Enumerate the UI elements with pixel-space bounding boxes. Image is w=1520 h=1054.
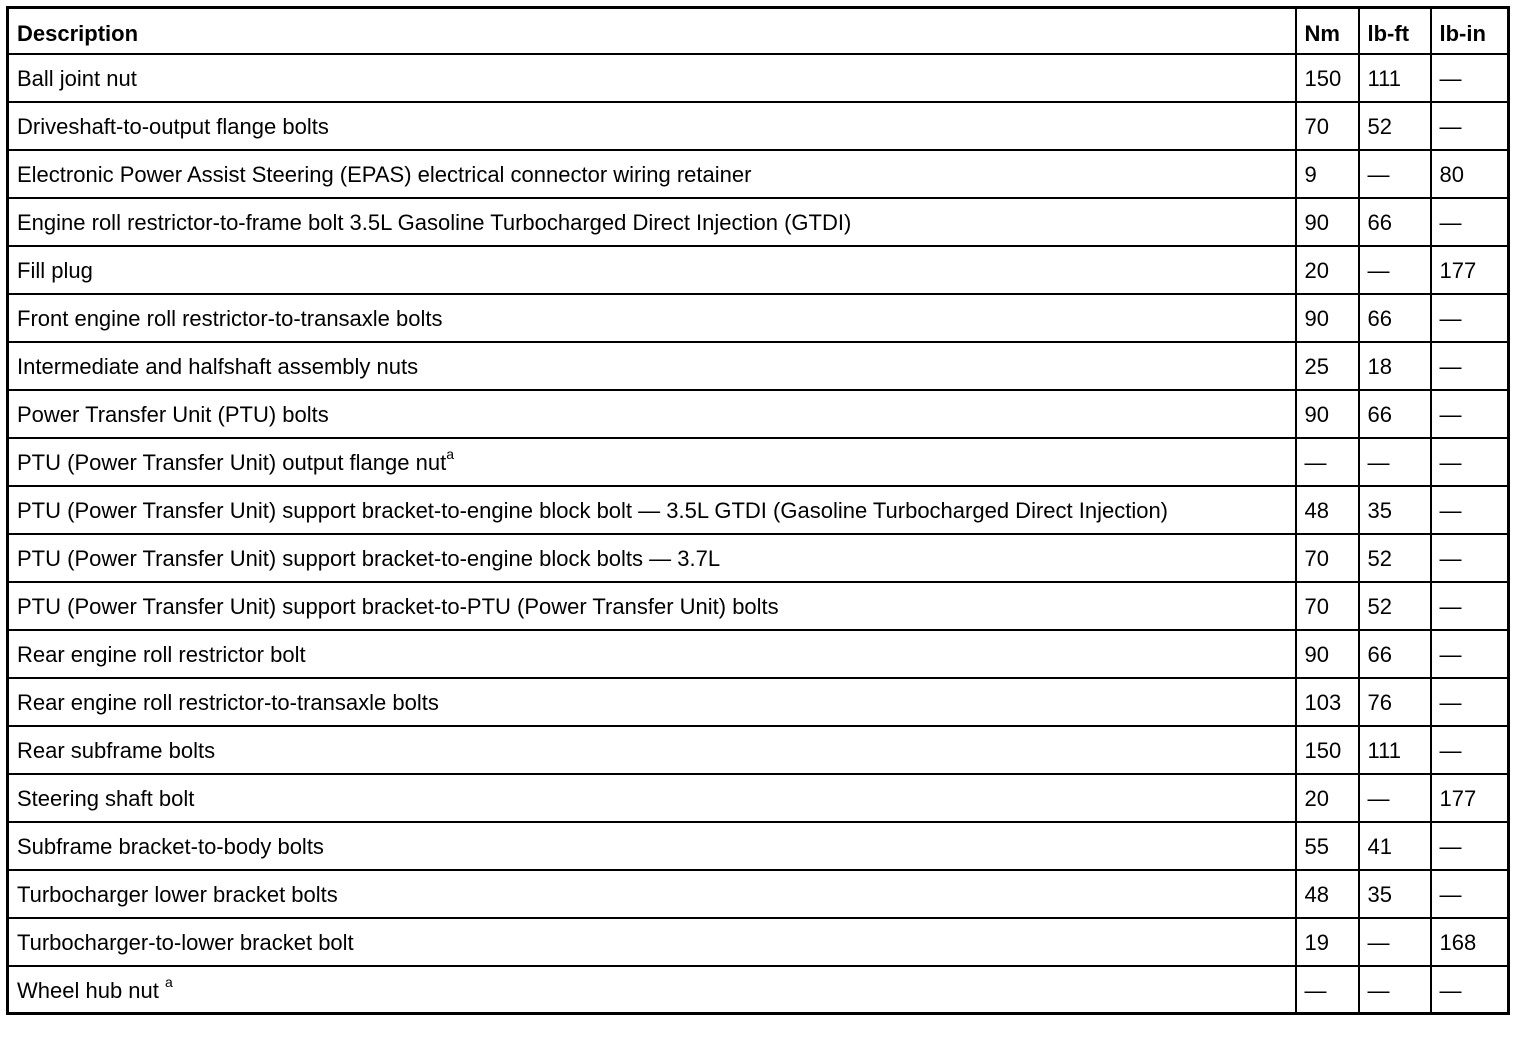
- description-text: Ball joint nut: [17, 65, 137, 91]
- row-description: [8, 966, 1296, 1014]
- row-lbin-value: 177: [1431, 774, 1509, 822]
- table-row: [8, 822, 1509, 870]
- description-text: Steering shaft bolt: [17, 785, 195, 811]
- description-text: Intermediate and halfshaft assembly nuts: [17, 353, 419, 379]
- row-description: [8, 678, 1296, 726]
- description-text: Rear engine roll restrictor bolt: [17, 641, 306, 667]
- row-nm-value: 90: [1296, 630, 1359, 678]
- row-lbin-value: —: [1431, 582, 1509, 630]
- row-lbin-value: —: [1431, 198, 1509, 246]
- row-description: [8, 726, 1296, 774]
- row-nm-value: 48: [1296, 870, 1359, 918]
- header-lbft: lb-ft: [1359, 8, 1431, 54]
- table-row: [8, 534, 1509, 582]
- description-text: PTU (Power Transfer Unit) support bracket-to-PTU (Power Transfer Unit) bolts: [17, 593, 779, 619]
- header-description: Description: [8, 8, 1296, 54]
- row-lbin-value: —: [1431, 966, 1509, 1014]
- row-lbft-value: 41: [1359, 822, 1431, 870]
- row-description: [8, 822, 1296, 870]
- row-lbft-value: 76: [1359, 678, 1431, 726]
- table-row: [8, 54, 1509, 102]
- row-nm-value: 70: [1296, 582, 1359, 630]
- row-lbin-value: —: [1431, 486, 1509, 534]
- table-body: [8, 54, 1509, 1014]
- row-lbft-value: —: [1359, 246, 1431, 294]
- row-lbin-value: —: [1431, 726, 1509, 774]
- row-lbin-value: —: [1431, 870, 1509, 918]
- row-description: [8, 870, 1296, 918]
- row-lbft-value: 66: [1359, 198, 1431, 246]
- row-nm-value: 150: [1296, 726, 1359, 774]
- description-text: Electronic Power Assist Steering (EPAS) electrical connector wiring retainer: [17, 161, 752, 187]
- row-lbin-value: —: [1431, 438, 1509, 486]
- description-text: Wheel hub nut: [17, 977, 165, 1003]
- row-nm-value: 48: [1296, 486, 1359, 534]
- description-text: PTU (Power Transfer Unit) support bracket-to-engine block bolt — 3.5L GTDI (Gasoline Turbocharged Direct Injection): [17, 497, 1169, 523]
- row-nm-value: —: [1296, 966, 1359, 1014]
- table-row: [8, 246, 1509, 294]
- header-nm: Nm: [1296, 8, 1359, 54]
- row-lbft-value: —: [1359, 774, 1431, 822]
- row-nm-value: 19: [1296, 918, 1359, 966]
- description-text: Subframe bracket-to-body bolts: [17, 833, 324, 859]
- row-lbft-value: 111: [1359, 726, 1431, 774]
- description-text: Power Transfer Unit (PTU) bolts: [17, 401, 329, 427]
- row-lbft-value: —: [1359, 438, 1431, 486]
- description-text: Turbocharger lower bracket bolts: [17, 881, 338, 907]
- footnote-marker: a: [164, 974, 173, 991]
- table-row: [8, 918, 1509, 966]
- table-row: [8, 486, 1509, 534]
- row-nm-value: 20: [1296, 246, 1359, 294]
- table-row: [8, 678, 1509, 726]
- table-row: [8, 102, 1509, 150]
- description-text: Fill plug: [17, 257, 93, 283]
- row-nm-value: 70: [1296, 102, 1359, 150]
- table-row: [8, 582, 1509, 630]
- row-description: [8, 438, 1296, 486]
- row-lbft-value: 52: [1359, 582, 1431, 630]
- row-nm-value: 25: [1296, 342, 1359, 390]
- row-nm-value: 9: [1296, 150, 1359, 198]
- row-lbft-value: 18: [1359, 342, 1431, 390]
- table-row: [8, 198, 1509, 246]
- row-lbft-value: 66: [1359, 630, 1431, 678]
- row-lbin-value: 168: [1431, 918, 1509, 966]
- table-row: [8, 774, 1509, 822]
- row-description: [8, 342, 1296, 390]
- row-description: [8, 534, 1296, 582]
- table-row: [8, 390, 1509, 438]
- row-description: [8, 630, 1296, 678]
- row-description: [8, 486, 1296, 534]
- row-lbin-value: —: [1431, 102, 1509, 150]
- row-lbft-value: 111: [1359, 54, 1431, 102]
- row-lbft-value: 52: [1359, 102, 1431, 150]
- row-lbft-value: —: [1359, 918, 1431, 966]
- table-row: [8, 966, 1509, 1014]
- description-text: Engine roll restrictor-to-frame bolt 3.5L Gasoline Turbocharged Direct Injection (GTDI): [17, 209, 852, 235]
- row-description: [8, 102, 1296, 150]
- row-lbin-value: —: [1431, 342, 1509, 390]
- table-header-row: [8, 8, 1509, 54]
- row-lbin-value: 80: [1431, 150, 1509, 198]
- row-lbft-value: 35: [1359, 486, 1431, 534]
- footnote-marker: a: [446, 446, 454, 463]
- row-description: [8, 918, 1296, 966]
- description-text: Rear engine roll restrictor-to-transaxle bolts: [17, 689, 439, 715]
- row-lbin-value: —: [1431, 294, 1509, 342]
- description-text: Driveshaft-to-output flange bolts: [17, 113, 329, 139]
- table-row: [8, 870, 1509, 918]
- row-nm-value: —: [1296, 438, 1359, 486]
- table-row: [8, 294, 1509, 342]
- row-description: [8, 246, 1296, 294]
- row-description: [8, 150, 1296, 198]
- row-description: [8, 54, 1296, 102]
- description-text: PTU (Power Transfer Unit) output flange nut: [17, 449, 447, 475]
- row-nm-value: 90: [1296, 294, 1359, 342]
- description-text: Turbocharger-to-lower bracket bolt: [17, 929, 354, 955]
- table-row: [8, 150, 1509, 198]
- row-lbft-value: 52: [1359, 534, 1431, 582]
- table-row: [8, 630, 1509, 678]
- description-text: PTU (Power Transfer Unit) support bracket-to-engine block bolts — 3.7L: [17, 545, 721, 571]
- table-row: [8, 438, 1509, 486]
- row-nm-value: 103: [1296, 678, 1359, 726]
- row-lbin-value: —: [1431, 630, 1509, 678]
- table-row: [8, 726, 1509, 774]
- row-lbft-value: 35: [1359, 870, 1431, 918]
- row-lbin-value: —: [1431, 678, 1509, 726]
- table-row: [8, 342, 1509, 390]
- header-lbin: lb-in: [1431, 8, 1509, 54]
- description-text: Front engine roll restrictor-to-transaxle bolts: [17, 305, 443, 331]
- row-description: [8, 294, 1296, 342]
- row-lbin-value: —: [1431, 822, 1509, 870]
- row-nm-value: 70: [1296, 534, 1359, 582]
- row-lbft-value: —: [1359, 966, 1431, 1014]
- description-text: Rear subframe bolts: [17, 737, 216, 763]
- row-lbin-value: —: [1431, 390, 1509, 438]
- row-description: [8, 774, 1296, 822]
- row-description: [8, 390, 1296, 438]
- row-lbin-value: —: [1431, 534, 1509, 582]
- row-lbft-value: 66: [1359, 390, 1431, 438]
- row-description: [8, 582, 1296, 630]
- row-nm-value: 90: [1296, 390, 1359, 438]
- row-lbft-value: —: [1359, 150, 1431, 198]
- row-lbft-value: 66: [1359, 294, 1431, 342]
- row-nm-value: 55: [1296, 822, 1359, 870]
- row-nm-value: 20: [1296, 774, 1359, 822]
- torque-specifications-table: [6, 6, 1510, 1015]
- row-description: [8, 198, 1296, 246]
- row-lbin-value: —: [1431, 54, 1509, 102]
- row-nm-value: 150: [1296, 54, 1359, 102]
- row-lbin-value: 177: [1431, 246, 1509, 294]
- row-nm-value: 90: [1296, 198, 1359, 246]
